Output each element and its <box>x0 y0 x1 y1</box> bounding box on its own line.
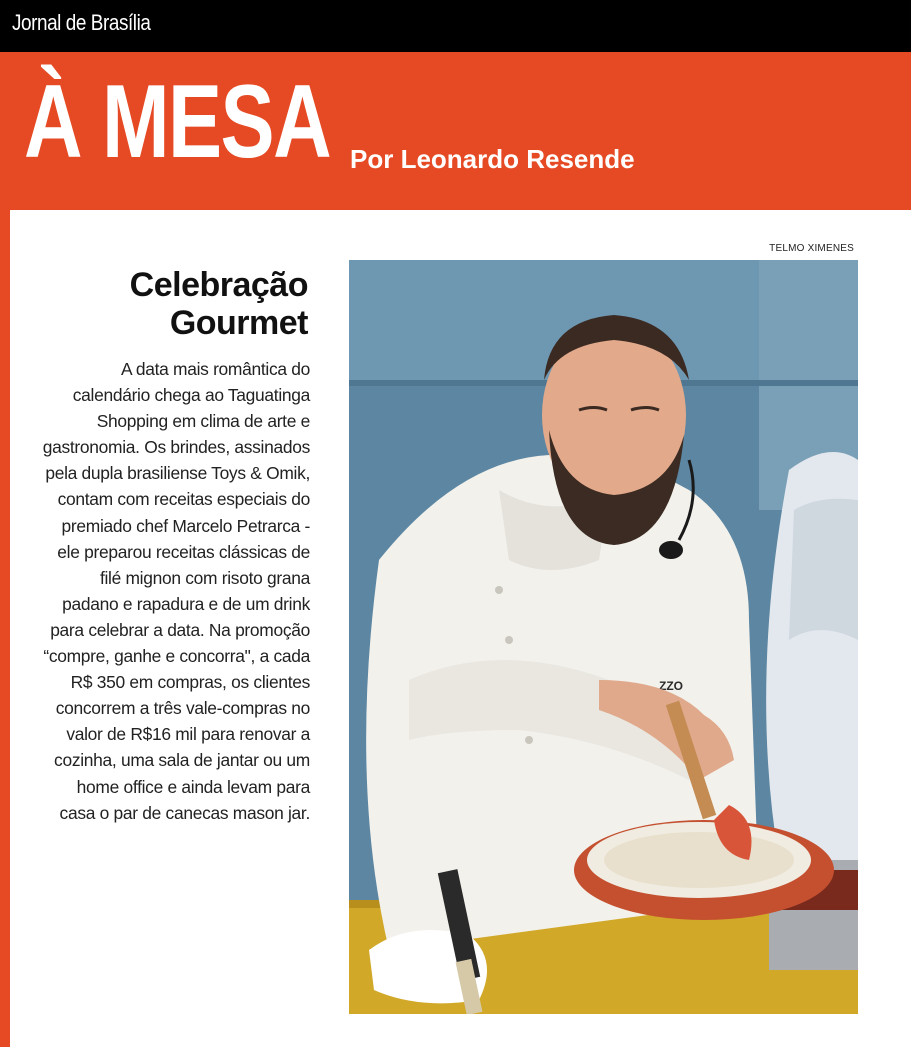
article-headline <box>18 266 308 342</box>
headline-line-2: Gourmet <box>169 304 308 342</box>
publication-name: Jornal de Brasília <box>12 10 151 35</box>
article-body: A data mais romântica do calendário chega ao Taguatinga Shopping em clima de arte e gastronomia. Os brindes, assinados pela dupla brasiliense Toys & Omik, contam com receitas especiais do premiado chef Marcelo Petrarca - ele preparou receitas clássicas de filé mignon com risoto grana padano e rapadura e de um drink para celebrar a data. Na promoção “compre, ganhe e concorra", a cada R$ 350 em compras, os clientes concorrem a três vale-compras no valor de R$16 mil para renovar a cozinha, uma sala de jantar ou um home office e ainda levam para casa o par de canecas mason jar. <box>42 359 310 823</box>
byline: Por Leonardo Resende <box>350 144 635 174</box>
chef-photo <box>349 260 858 1014</box>
left-accent-border <box>0 210 10 1047</box>
chef-photo-illustration <box>349 260 858 1014</box>
photo-credit: TELMO XIMENES <box>769 243 854 254</box>
jacket-logo: ZZO <box>659 679 683 693</box>
top-bar <box>0 0 911 52</box>
section-title: À MESA <box>24 64 331 180</box>
headline-line-1: Celebração <box>129 266 308 304</box>
